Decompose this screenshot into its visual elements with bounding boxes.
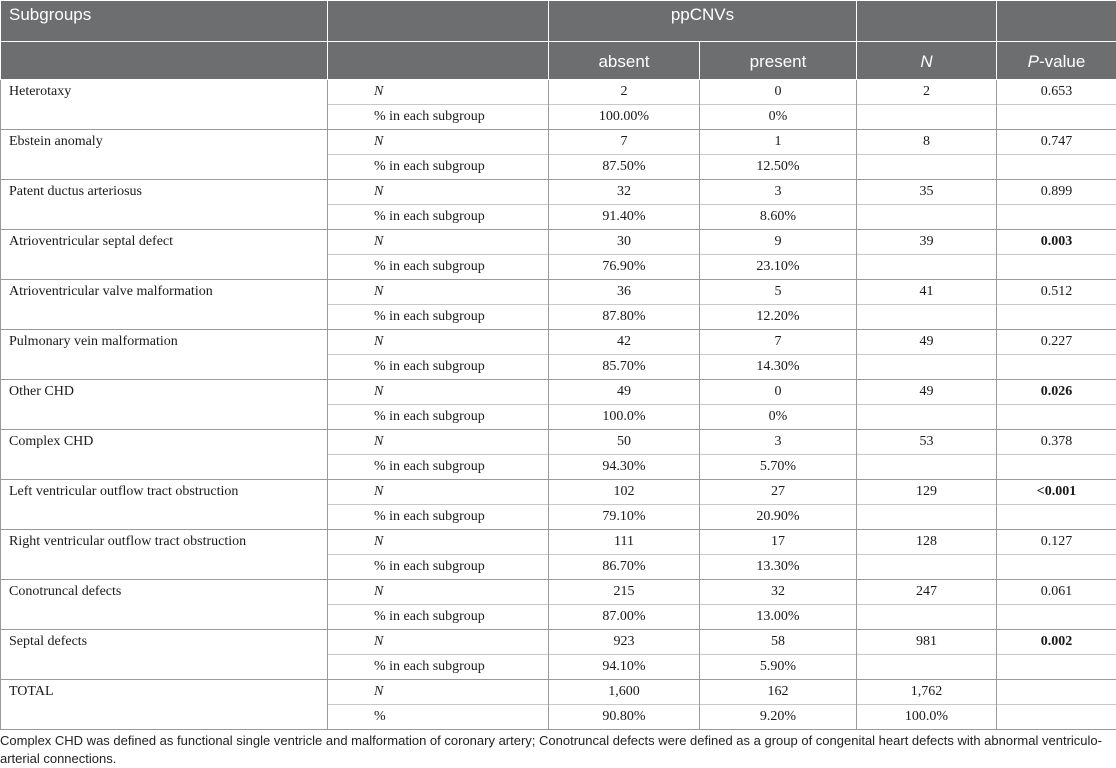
total-count: 129 (857, 480, 997, 505)
present-count: 0 (700, 380, 857, 405)
total-percent (857, 505, 997, 530)
p-value: 0.227 (997, 330, 1116, 355)
present-percent: 0% (700, 105, 857, 130)
count-label: N (328, 680, 549, 705)
percent-label: % in each subgroup (328, 305, 549, 330)
p-value: 0.899 (997, 180, 1116, 205)
header-n (857, 42, 997, 80)
total-percent (857, 255, 997, 280)
table-row (1, 480, 1116, 505)
total-percent (857, 455, 997, 480)
total-percent (857, 555, 997, 580)
absent-percent: 100.00% (549, 105, 700, 130)
table-row (1, 380, 1116, 405)
present-percent: 5.90% (700, 655, 857, 680)
absent-count: 102 (549, 480, 700, 505)
total-percent (857, 605, 997, 630)
absent-percent: 100.0% (549, 405, 700, 430)
percent-label: % (328, 705, 549, 730)
present-count: 1 (700, 130, 857, 155)
present-percent: 0% (700, 405, 857, 430)
total-count: 41 (857, 280, 997, 305)
total-percent: 100.0% (857, 705, 997, 730)
absent-count: 36 (549, 280, 700, 305)
total-count: 49 (857, 330, 997, 355)
total-count: 8 (857, 130, 997, 155)
absent-percent: 86.70% (549, 555, 700, 580)
subgroup-name: Atrioventricular septal defect (1, 230, 328, 280)
absent-percent: 94.30% (549, 455, 700, 480)
subgroup-name: Complex CHD (1, 430, 328, 480)
total-percent (857, 655, 997, 680)
p-value-empty (997, 205, 1116, 230)
count-label: N (328, 630, 549, 655)
count-label: N (328, 230, 549, 255)
total-count: 1,762 (857, 680, 997, 705)
header-blank (1, 42, 328, 80)
count-label: N (328, 330, 549, 355)
p-value: 0.002 (997, 630, 1116, 655)
header-blank (997, 1, 1116, 42)
p-value-empty (997, 155, 1116, 180)
absent-count: 1,600 (549, 680, 700, 705)
present-percent: 12.50% (700, 155, 857, 180)
absent-count: 111 (549, 530, 700, 555)
p-value-empty (997, 255, 1116, 280)
present-count: 17 (700, 530, 857, 555)
count-label: N (328, 130, 549, 155)
header-p-value (997, 42, 1116, 80)
total-percent (857, 205, 997, 230)
present-count: 58 (700, 630, 857, 655)
absent-percent: 76.90% (549, 255, 700, 280)
p-value-empty (997, 705, 1116, 730)
absent-count: 50 (549, 430, 700, 455)
p-value-empty (997, 655, 1116, 680)
absent-count: 923 (549, 630, 700, 655)
count-label: N (328, 180, 549, 205)
present-percent: 13.00% (700, 605, 857, 630)
present-percent: 20.90% (700, 505, 857, 530)
total-count: 53 (857, 430, 997, 455)
header-ppcnvs: ppCNVs (549, 1, 857, 42)
p-value-empty (997, 405, 1116, 430)
count-label: N (328, 430, 549, 455)
present-percent: 13.30% (700, 555, 857, 580)
present-count: 3 (700, 180, 857, 205)
present-count: 162 (700, 680, 857, 705)
present-count: 27 (700, 480, 857, 505)
count-label: N (328, 80, 549, 105)
subgroup-name: Atrioventricular valve malformation (1, 280, 328, 330)
p-value: 0.747 (997, 130, 1116, 155)
table-row (1, 330, 1116, 355)
percent-label: % in each subgroup (328, 155, 549, 180)
p-value: 0.061 (997, 580, 1116, 605)
present-count: 0 (700, 80, 857, 105)
table-row (1, 530, 1116, 555)
count-label: N (328, 480, 549, 505)
total-count: 981 (857, 630, 997, 655)
percent-label: % in each subgroup (328, 205, 549, 230)
header-present: present (700, 42, 857, 80)
absent-percent: 91.40% (549, 205, 700, 230)
total-count: 49 (857, 380, 997, 405)
total-percent (857, 155, 997, 180)
absent-percent: 87.50% (549, 155, 700, 180)
absent-count: 49 (549, 380, 700, 405)
table-row (1, 680, 1116, 705)
subgroup-name: TOTAL (1, 680, 328, 730)
total-percent (857, 305, 997, 330)
p-value: 0.003 (997, 230, 1116, 255)
table-row (1, 130, 1116, 155)
header-row-top (1, 1, 1116, 42)
subgroup-name: Patent ductus arteriosus (1, 180, 328, 230)
present-count: 3 (700, 430, 857, 455)
present-percent: 14.30% (700, 355, 857, 380)
total-count: 247 (857, 580, 997, 605)
p-value: <0.001 (997, 480, 1116, 505)
absent-count: 2 (549, 80, 700, 105)
p-value-empty (997, 455, 1116, 480)
count-label: N (328, 580, 549, 605)
present-count: 9 (700, 230, 857, 255)
absent-count: 42 (549, 330, 700, 355)
subgroup-name: Other CHD (1, 380, 328, 430)
table-row (1, 280, 1116, 305)
total-percent (857, 105, 997, 130)
subgroup-name: Ebstein anomaly (1, 130, 328, 180)
total-percent (857, 405, 997, 430)
table-row (1, 430, 1116, 455)
header-blank (328, 42, 549, 80)
header-p-suffix: -value (1039, 52, 1085, 71)
header-subgroups: Subgroups (1, 1, 328, 42)
header-absent: absent (549, 42, 700, 80)
subgroup-name: Right ventricular outflow tract obstruction (1, 530, 328, 580)
absent-percent: 94.10% (549, 655, 700, 680)
total-count: 35 (857, 180, 997, 205)
total-count: 39 (857, 230, 997, 255)
present-percent: 5.70% (700, 455, 857, 480)
absent-percent: 90.80% (549, 705, 700, 730)
absent-count: 215 (549, 580, 700, 605)
total-percent (857, 355, 997, 380)
header-p-italic: P (1028, 52, 1039, 71)
p-value-empty (997, 105, 1116, 130)
present-percent: 9.20% (700, 705, 857, 730)
table-row (1, 630, 1116, 655)
absent-percent: 85.70% (549, 355, 700, 380)
absent-percent: 79.10% (549, 505, 700, 530)
percent-label: % in each subgroup (328, 605, 549, 630)
total-count: 128 (857, 530, 997, 555)
total-count: 2 (857, 80, 997, 105)
table-row (1, 230, 1116, 255)
p-value-empty (997, 505, 1116, 530)
p-value: 0.378 (997, 430, 1116, 455)
subgroup-name: Septal defects (1, 630, 328, 680)
percent-label: % in each subgroup (328, 505, 549, 530)
absent-count: 30 (549, 230, 700, 255)
percent-label: % in each subgroup (328, 555, 549, 580)
subgroup-name: Heterotaxy (1, 80, 328, 130)
p-value: 0.127 (997, 530, 1116, 555)
absent-percent: 87.00% (549, 605, 700, 630)
p-value-empty (997, 605, 1116, 630)
p-value-empty (997, 305, 1116, 330)
subgroup-name: Pulmonary vein malformation (1, 330, 328, 380)
subgroup-name: Conotruncal defects (1, 580, 328, 630)
absent-percent: 87.80% (549, 305, 700, 330)
percent-label: % in each subgroup (328, 105, 549, 130)
percent-label: % in each subgroup (328, 405, 549, 430)
count-label: N (328, 530, 549, 555)
present-percent: 12.20% (700, 305, 857, 330)
table-row (1, 80, 1116, 105)
percent-label: % in each subgroup (328, 255, 549, 280)
count-label: N (328, 280, 549, 305)
header-blank (328, 1, 549, 42)
present-percent: 23.10% (700, 255, 857, 280)
percent-label: % in each subgroup (328, 655, 549, 680)
p-value-empty (997, 555, 1116, 580)
absent-count: 7 (549, 130, 700, 155)
absent-count: 32 (549, 180, 700, 205)
p-value: 0.026 (997, 380, 1116, 405)
p-value-empty (997, 355, 1116, 380)
table-body (1, 80, 1116, 730)
present-percent: 8.60% (700, 205, 857, 230)
present-count: 7 (700, 330, 857, 355)
percent-label: % in each subgroup (328, 455, 549, 480)
header-row-bottom (1, 42, 1116, 80)
p-value: 0.512 (997, 280, 1116, 305)
header-blank (857, 1, 997, 42)
p-value: 0.653 (997, 80, 1116, 105)
present-count: 32 (700, 580, 857, 605)
subgroup-name: Left ventricular outflow tract obstruction (1, 480, 328, 530)
header-n-text: N (920, 52, 932, 71)
count-label: N (328, 380, 549, 405)
table-row (1, 580, 1116, 605)
present-count: 5 (700, 280, 857, 305)
percent-label: % in each subgroup (328, 355, 549, 380)
table-footnote: Complex CHD was defined as functional single ventricle and malformation of coronary artery; Conotruncal defects were defined as a group of congenital heart defects with abnormal ventriculo-arterial connections. (0, 732, 1116, 768)
table-row (1, 180, 1116, 205)
p-value (997, 680, 1116, 705)
